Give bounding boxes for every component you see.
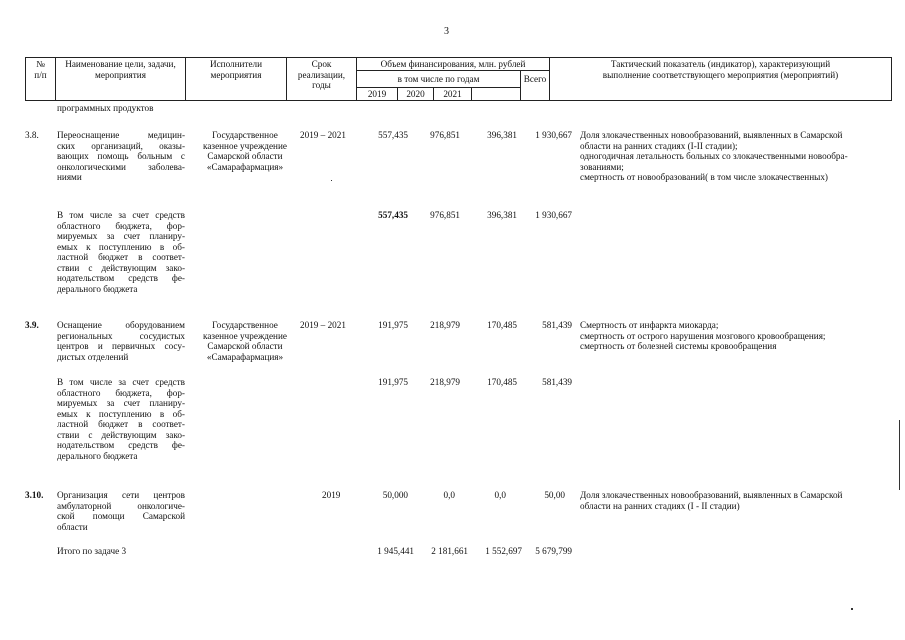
row-term: 2019 <box>322 490 341 500</box>
carryover-text: программных продуктов <box>57 103 154 113</box>
row-total: 1 930,667 <box>535 130 572 140</box>
header-total: Всего <box>523 74 547 84</box>
scan-dot <box>331 180 332 181</box>
total-label: Итого по задаче 3 <box>57 546 127 556</box>
total-2020: 2 181,661 <box>431 546 468 556</box>
header-financing: Объем финансирования, млн. рублей <box>380 59 526 69</box>
row-2019: 557,435 <box>378 130 408 140</box>
row-2019: 191,975 <box>378 377 408 387</box>
row-total: 581,439 <box>542 377 572 387</box>
scan-edge-mark <box>899 420 900 490</box>
row-2021: 0,0 <box>494 490 506 500</box>
row-budget-note: В том числе за счет средств областного бюджета, фор- мируемых за счет планиру- емых к поступлению в об- ластной бюджет в соответ- ствии с действующим зако- нодательством средств фе- дерального бюджета <box>57 210 185 294</box>
row-2021: 396,381 <box>487 130 517 140</box>
row-name: Оснащение оборудованием региональных сосудистых центров и первичных сосу- дистых отделений <box>57 320 185 362</box>
row-2020: 976,851 <box>430 210 460 220</box>
row-indicator: Смертность от инфаркта миокарда; смертность от острого нарушения мозгового кровообращения; смертность от болезней системы кровообращения <box>580 320 826 351</box>
row-2020: 0,0 <box>443 490 455 500</box>
row-2021: 170,485 <box>487 377 517 387</box>
row-name: Переоснащение медицин- ских организаций, оказы- вающих помощь больным с онкологическими заболева- ниями <box>57 130 185 182</box>
row-number: 3.8. <box>25 130 39 140</box>
table-header <box>25 57 892 101</box>
total-sum: 5 679,799 <box>535 546 572 556</box>
row-2021: 396,381 <box>487 210 517 220</box>
row-indicator: Доля злокачественных новообразований, выявленных в Самарской области на ранних стадиях (I - II стадии) <box>580 490 843 511</box>
row-number: 3.9. <box>25 320 39 330</box>
page-number: 3 <box>444 26 449 37</box>
header-term: Срок реализации, годы <box>297 59 346 90</box>
total-2019: 1 945,441 <box>377 546 414 556</box>
row-total: 581,439 <box>542 320 572 330</box>
row-term: 2019 – 2021 <box>300 130 346 140</box>
total-2021: 1 552,697 <box>485 546 522 556</box>
row-name: Организация сети центров амбулаторной онкологиче- ской помощи Самарской области <box>57 490 185 532</box>
row-2019: 557,435 <box>378 210 408 220</box>
row-executor: Государственное казенное учреждение Самарской области «Самарафармация» <box>203 320 287 362</box>
header-by-years: в том числе по годам <box>397 74 480 84</box>
row-total: 50,00 <box>544 490 565 500</box>
header-year-2021: 2021 <box>443 89 462 99</box>
header-year-2020: 2020 <box>406 89 425 99</box>
row-2020: 218,979 <box>430 377 460 387</box>
row-total: 1 930,667 <box>535 210 572 220</box>
row-term: 2019 – 2021 <box>300 320 346 330</box>
row-2020: 976,851 <box>430 130 460 140</box>
header-executor: Исполнители мероприятия <box>209 59 263 80</box>
header-year-2019: 2019 <box>367 89 387 99</box>
header-indicator: Тактический показатель (индикатор), характеризующий выполнение соответствующего мероприятия (мероприятий) <box>602 59 839 80</box>
row-2019: 191,975 <box>378 320 408 330</box>
row-2021: 170,485 <box>487 320 517 330</box>
row-budget-note: В том числе за счет средств областного бюджета, фор- мируемых за счет планиру- емых к поступлению в об- ластной бюджет в соответ- ствии с действующим зако- нодательством средств фе- дерального бюджета <box>57 377 185 461</box>
header-num: № п/п <box>34 59 47 80</box>
row-number: 3.10. <box>25 490 44 500</box>
row-indicator: Доля злокачественных новообразований, выявленных в Самарской области на ранних стадиях (I-II стадии); одногодичная летальность больных со злокачественными новообра- зованиями; смертность от новообразований( в том числе злокачественных) <box>580 130 848 182</box>
row-executor: Государственное казенное учреждение Самарской области «Самарафармация» <box>203 130 287 172</box>
row-2020: 218,979 <box>430 320 460 330</box>
header-name: Наименование цели, задачи, мероприятия <box>65 59 176 80</box>
row-2019: 50,000 <box>382 490 408 500</box>
scan-dot <box>851 608 853 610</box>
